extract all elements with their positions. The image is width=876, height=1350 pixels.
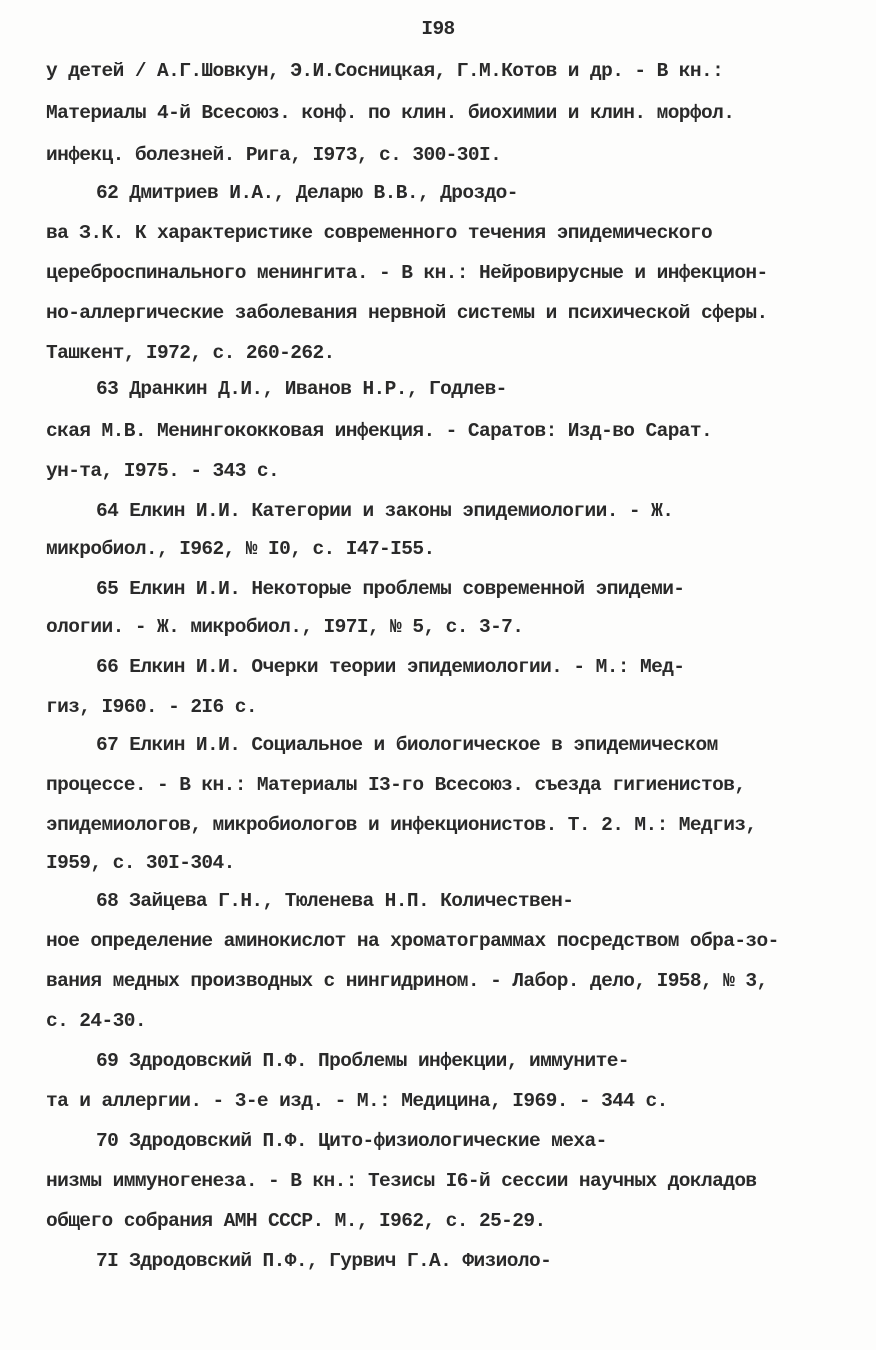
text-line: ская М.В. Менингококковая инфекция. - Саратов: Изд-во Сарат. [46,420,713,442]
text-line: Материалы 4-й Всесоюз. конф. по клин. биохимии и клин. морфол. [46,102,735,124]
text-line: ва З.К. К характеристике современного течения эпидемического [46,222,713,244]
text-line: микробиол., I962, № I0, с. I47-I55. [46,538,435,560]
text-line: ун-та, I975. - 343 с. [46,460,280,482]
bib-entry-69-start: 69 Здродовский П.Ф. Проблемы инфекции, иммуните- [96,1050,629,1072]
bib-entry-66-start: 66 Елкин И.И. Очерки теории эпидемиологии. - М.: Мед- [96,656,685,678]
bib-entry-70-start: 70 Здродовский П.Ф. Цито-физиологические меха- [96,1130,607,1152]
bib-entry-64-start: 64 Елкин И.И. Категории и законы эпидемиологии. - Ж. [96,500,674,522]
text-line: цереброспинального менингита. - В кн.: Нейровирусные и инфекцион- [46,262,768,284]
text-line: у детей / А.Г.Шовкун, Э.И.Сосницкая, Г.М.Котов и др. - В кн.: [46,60,724,82]
text-line: с. 24-30. [46,1010,146,1032]
text-line: но-аллергические заболевания нервной системы и психической сферы. [46,302,768,324]
text-line: Ташкент, I972, с. 260-262. [46,342,335,364]
bib-entry-71-start: 7I Здродовский П.Ф., Гурвич Г.А. Физиоло- [96,1250,552,1272]
text-line: ное определение аминокислот на хроматограммах посредством обра-зо- [46,930,779,952]
text-line: общего собрания АМН СССР. М., I962, с. 25-29. [46,1210,546,1232]
text-line: гиз, I960. - 2I6 с. [46,696,257,718]
text-line: процессе. - В кн.: Материалы I3-го Всесоюз. съезда гигиенистов, [46,774,746,796]
text-line: вания медных производных с нингидрином. - Лабор. дело, I958, № 3, [46,970,768,992]
text-line: ологии. - Ж. микробиол., I97I, № 5, с. 3-7. [46,616,524,638]
text-line: низмы иммуногенеза. - В кн.: Тезисы I6-й сессии научных докладов [46,1170,757,1192]
bib-entry-63-start: 63 Дранкин Д.И., Иванов Н.Р., Годлев- [96,378,507,400]
bib-entry-68-start: 68 Зайцева Г.Н., Тюленева Н.П. Количествен- [96,890,574,912]
text-line: та и аллергии. - 3-е изд. - М.: Медицина, I969. - 344 с. [46,1090,668,1112]
bib-entry-65-start: 65 Елкин И.И. Некоторые проблемы современной эпидеми- [96,578,685,600]
text-line: инфекц. болезней. Рига, I973, с. 300-30I. [46,144,502,166]
text-line: I959, с. 30I-304. [46,852,235,874]
page-number: I98 [421,18,455,40]
bib-entry-67-start: 67 Елкин И.И. Социальное и биологическое в эпидемическом [96,734,718,756]
text-line: эпидемиологов, микробиологов и инфекционистов. Т. 2. М.: Медгиз, [46,814,757,836]
bib-entry-62-start: 62 Дмитриев И.А., Деларю В.В., Дроздо- [96,182,518,204]
